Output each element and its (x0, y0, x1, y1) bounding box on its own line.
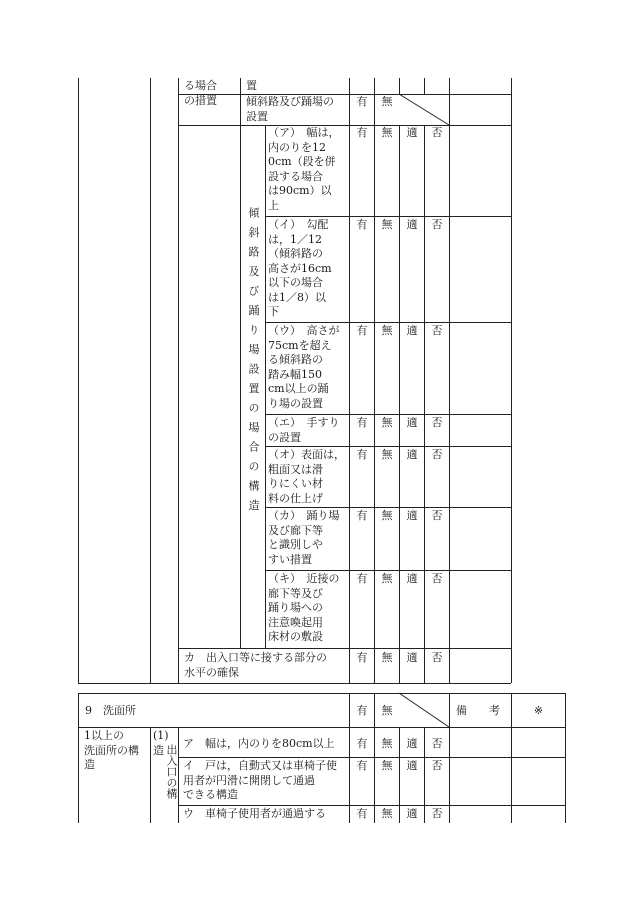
rule (150, 78, 151, 683)
item-f-ng: 否 (431, 509, 443, 522)
rule (78, 683, 511, 684)
washroom-row-a-ok: 適 (406, 737, 418, 750)
washroom-row-a-yes: 有 (356, 737, 368, 750)
washroom-row-c-ng: 否 (431, 807, 443, 820)
item-e-ng: 否 (431, 448, 443, 461)
washroom-row-c-ok: 適 (406, 807, 418, 820)
entrance-row-no: 無 (381, 651, 393, 664)
item-g-yes: 有 (356, 572, 368, 585)
rule (399, 125, 400, 683)
entrance-row-ok: 適 (406, 651, 418, 664)
item-g-ng: 否 (431, 572, 443, 585)
item-d-yes: 有 (356, 416, 368, 429)
rule (178, 805, 565, 806)
entrance-row-ng: 否 (431, 651, 443, 664)
rule (240, 125, 241, 648)
washroom-row-a-ng: 否 (431, 737, 443, 750)
rule (265, 414, 511, 415)
rule (265, 322, 511, 323)
washroom-row-b-ok: 適 (406, 759, 418, 772)
washroom-row-b-ng: 否 (431, 759, 443, 772)
washroom-row-c-no: 無 (381, 807, 393, 820)
diagonal-strike-section-9 (399, 693, 449, 727)
rule (449, 693, 450, 823)
rule (78, 78, 79, 683)
washroom-row-b-yes: 有 (356, 759, 368, 772)
washroom-structure-label: 1以上の 洗面所の構 造 (84, 729, 139, 771)
item-c-yes: 有 (356, 324, 368, 337)
item-b-text: （イ） 勾配 は，1／12 （傾斜路の 高さが16cm 以下の場合 は1／8）以 下 (268, 218, 332, 318)
washroom-row-b-text: イ 戸は，自動式又は車椅子使 用者が円滑に開閉して通過 できる構造 (183, 759, 337, 801)
item-g-ok: 適 (406, 572, 418, 585)
ramp-row-label: 傾斜路及び踊場の 設置 (246, 95, 334, 123)
sub-label-entrance: 出入口の構 (165, 744, 178, 799)
item-d-ok: 適 (406, 416, 418, 429)
rule (178, 648, 511, 649)
rule (511, 78, 512, 683)
washroom-row-c-text: ウ 車椅子使用者が通過する (183, 807, 326, 820)
item-g-text: （キ） 近接の 廊下等及び 踊り場への 注意喚起用 床材の敷設 (268, 572, 340, 643)
rule (449, 78, 450, 683)
rule (265, 570, 511, 571)
section-9-yes: 有 (356, 704, 368, 717)
entrance-row-yes: 有 (356, 651, 368, 664)
item-e-yes: 有 (356, 448, 368, 461)
sub-label-number: (1) 造 (153, 729, 169, 757)
ramp-structure-group-label: 傾斜路及び踊り場設置の場合の構造 (247, 207, 260, 519)
item-a-ok: 適 (406, 126, 418, 139)
item-b-ok: 適 (406, 218, 418, 231)
item-c-ok: 適 (406, 324, 418, 337)
item-c-no: 無 (381, 324, 393, 337)
entrance-row-text: カ 出入口等に接する部分の 水平の確保 (184, 651, 327, 679)
ramp-row-yes: 有 (356, 95, 368, 108)
item-e-no: 無 (381, 448, 393, 461)
item-d-ng: 否 (431, 416, 443, 429)
item-g-no: 無 (381, 572, 393, 585)
rule (424, 125, 425, 683)
item-f-text: （カ） 踊り場 及び廊下等 と識別しや すい措置 (268, 509, 340, 566)
item-c-text: （ウ） 高さが 75cmを超え る傾斜路の 踏み幅150 cm以上の踊 り場の設置 (268, 324, 340, 410)
washroom-row-c-yes: 有 (356, 807, 368, 820)
rule (374, 78, 375, 683)
washroom-row-b-no: 無 (381, 759, 393, 772)
item-f-no: 無 (381, 509, 393, 522)
rule (78, 727, 565, 728)
rule (150, 727, 151, 823)
washroom-row-a-no: 無 (381, 737, 393, 750)
section-9-title: 9 洗面所 (85, 704, 136, 717)
note-mark: ※ (533, 704, 544, 717)
rule (265, 507, 511, 508)
item-e-ok: 適 (406, 448, 418, 461)
diagonal-strike-ramp (399, 94, 449, 125)
rule (265, 446, 511, 447)
rule (424, 78, 425, 94)
rule (565, 693, 566, 823)
washroom-row-a-text: ア 幅は，内のりを80cm以上 (183, 737, 335, 750)
item-b-no: 無 (381, 218, 393, 231)
item-d-text: （エ） 手すり の設置 (268, 416, 340, 444)
item-a-yes: 有 (356, 126, 368, 139)
rule (178, 78, 179, 683)
remarks-header: 備 考 (456, 704, 500, 717)
rule (78, 693, 565, 694)
item-a-text: （ア） 幅は， 内のりを12 0cm（段を併 設する場合 は90cm）以 上 (268, 126, 340, 212)
item-a-ng: 否 (431, 126, 443, 139)
item-a-no: 無 (381, 126, 393, 139)
rule (178, 757, 565, 758)
item-b-yes: 有 (356, 218, 368, 231)
section-9-no: 無 (381, 704, 393, 717)
row-prev-item: 置 (246, 79, 257, 92)
item-c-ng: 否 (431, 324, 443, 337)
rule (78, 693, 79, 823)
item-b-ng: 否 (431, 218, 443, 231)
item-d-no: 無 (381, 416, 393, 429)
ramp-row-no: 無 (381, 95, 393, 108)
item-e-text: （オ）表面は， 粗面又は滑 りにくい材 料の仕上げ (268, 448, 345, 505)
rule (399, 78, 400, 94)
rule (349, 78, 350, 683)
rule (265, 125, 266, 648)
rule (265, 216, 511, 217)
item-f-ok: 適 (406, 509, 418, 522)
item-f-yes: 有 (356, 509, 368, 522)
rule (240, 78, 241, 125)
row-prev-label: る場合 の措置 (184, 79, 217, 107)
